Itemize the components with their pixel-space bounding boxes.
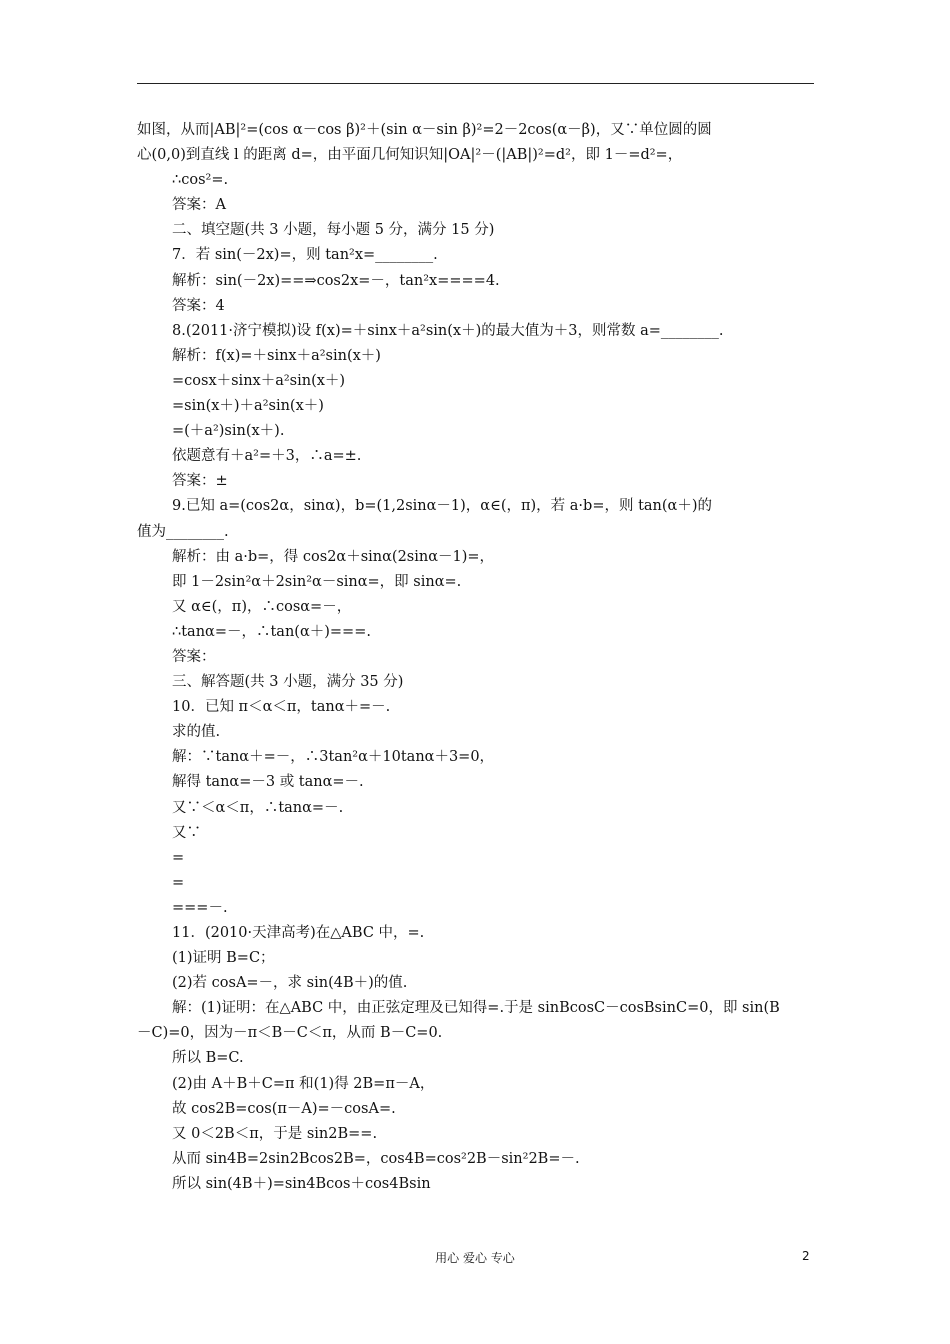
question-line: 11．(2010·天津高考)在△ABC 中，=.: [172, 925, 425, 941]
header-rule: [137, 83, 814, 84]
text-line: 解得 tanα=－3 或 tanα=－.: [172, 774, 364, 791]
text-line: =cosx＋sinx＋a²sin(x＋): [172, 372, 346, 389]
answer-line: 答案：: [172, 648, 216, 665]
text-line: =sin(x＋)＋a²sin(x＋): [172, 398, 324, 415]
question-line: 求的值.: [172, 724, 221, 741]
text-line: 即 1－2sin²α＋2sin²α－sinα=，即 sinα=.: [172, 573, 462, 590]
text-line: ===－.: [172, 899, 228, 916]
text-line: 解析：sin(－2x)==⇒cos2x=－，tan²x====4.: [172, 272, 500, 289]
text-line: ∴tanα=－，∴tan(α＋)===.: [172, 623, 371, 640]
text-line: 所以 B=C.: [172, 1050, 244, 1067]
footer-slogan: 用心 爱心 专心: [435, 1251, 515, 1265]
text-line: 解：∵tanα＋=－，∴3tan²α＋10tanα＋3=0，: [172, 749, 495, 766]
text-line: (2)由 A＋B＋C=π 和(1)得 2B=π－A，: [172, 1075, 435, 1092]
question-line: 值为________.: [137, 523, 229, 540]
text-line: 所以 sin(4B＋)=sin4Bcos＋cos4Bsin: [172, 1175, 431, 1192]
text-line: 又 α∈(，π)，∴cosα=－，: [172, 598, 352, 615]
answer-line: 答案：±: [172, 473, 228, 490]
text-line: 又∵＜α＜π，∴tanα=－.: [172, 799, 344, 816]
question-line: (2)若 cosA=－，求 sin(4B＋)的值.: [172, 975, 408, 992]
section-heading: 三、解答题(共 3 小题，满分 35 分): [172, 674, 404, 691]
text-line: 故 cos2B=cos(π－A)=－cosA=.: [172, 1100, 396, 1117]
question-line: 10．已知 π＜α＜π，tanα＋=－.: [172, 699, 391, 716]
page-number: 2: [802, 1249, 810, 1263]
document-body: [137, 118, 817, 1197]
text-line: 又∵: [172, 824, 201, 841]
text-line: 解：(1)证明：在△ABC 中，由正弦定理及已知得=.于是 sinBcosC－cosBsinC=0，即 sin(B: [172, 1000, 780, 1017]
question-line: 9.已知 a=(cos2α，sinα)，b=(1,2sinα－1)，α∈(，π)，若 a·b=，则 tan(α＋)的: [172, 498, 712, 515]
text-line: =: [172, 874, 185, 891]
text-line: 依题意有＋a²=＋3，∴a=±.: [172, 448, 362, 465]
section-heading: 二、填空题(共 3 小题，每小题 5 分，满分 15 分): [172, 222, 495, 239]
text-line: =: [172, 849, 185, 866]
text-line: ∴cos²=.: [172, 172, 229, 189]
text-line: 心(0,0)到直线 l 的距离 d=，由平面几何知识知|OA|²－(|AB|)²=d²，即 1－=d²=，: [137, 147, 683, 164]
answer-line: 答案：4: [172, 297, 225, 314]
text-line: 如图，从而|AB|²=(cos α－cos β)²＋(sin α－sin β)²=2－2cos(α－β)，又∵单位圆的圆: [137, 122, 712, 138]
text-line: 从而 sin4B=2sin2Bcos2B=，cos4B=cos²2B－sin²2B=－.: [172, 1150, 580, 1167]
text-line: －C)=0，因为－π＜B－C＜π，从而 B－C=0.: [137, 1025, 443, 1042]
text-line: 解析：f(x)=＋sinx＋a²sin(x＋): [172, 347, 381, 364]
question-line: 8.(2011·济宁模拟)设 f(x)=＋sinx＋a²sin(x＋)的最大值为＋3，则常数 a=________.: [172, 322, 724, 339]
question-line: 7．若 sin(－2x)=，则 tan²x=________.: [172, 247, 438, 264]
question-line: (1)证明 B=C；: [172, 950, 275, 967]
text-line: 又 0＜2B＜π，于是 sin2B==.: [172, 1125, 378, 1142]
text-line: =(＋a²)sin(x＋).: [172, 423, 285, 440]
text-line: 解析：由 a·b=，得 cos2α＋sinα(2sinα－1)=，: [172, 548, 495, 565]
text-line: 答案：A: [172, 197, 226, 214]
